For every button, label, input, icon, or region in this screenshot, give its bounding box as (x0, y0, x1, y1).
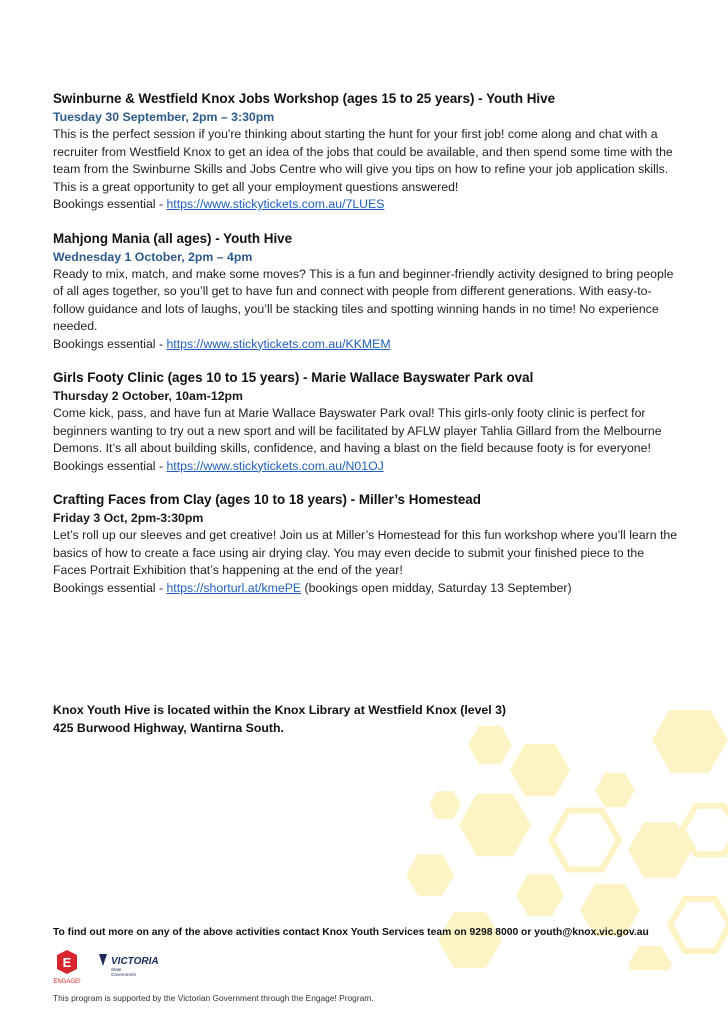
location-info (53, 701, 653, 737)
event-description: Let’s roll up our sleeves and get creative! Join us at Miller’s Homestead for this fun workshop where you’ll learn the basics of how to create a face using air drying clay. You may even decide to submit your finished piece to the Faces Portrait Exhibition that’s happening at the end of the year! (53, 528, 678, 577)
engage-label: ENGAGE! (53, 979, 81, 985)
program-support-note: This program is supported by the Victorian Government through the Engage! Program. (53, 993, 374, 1003)
honeycomb-hexagon (510, 744, 570, 796)
engage-logo (53, 950, 81, 985)
booking-label: Bookings essential - (53, 336, 167, 351)
event-jobs-workshop (53, 90, 678, 214)
event-date: Wednesday 1 October, 2pm – 4pm (53, 249, 253, 264)
honeycomb-hexagon (429, 791, 461, 819)
booking-link[interactable]: https://shorturl.at/kmePE (166, 580, 302, 595)
honeycomb-hexagon (670, 899, 728, 951)
engage-letter: E (62, 955, 72, 970)
honeycomb-hexagon (652, 710, 728, 773)
event-booking (53, 196, 678, 214)
victoria-label: VICTORIA (111, 956, 159, 967)
honeycomb-hexagon (682, 806, 728, 854)
event-footy-clinic (53, 369, 678, 475)
event-description: Ready to mix, match, and make some moves? This is a fun and beginner-friendly activity designed to bring people of all ages together, so you’ll get to have fun and connect with people from different generations. With easy-to-follow guidance and lots of laughs, you’ll be stacking tiles and spotting winning hands in no time! No experience needed. (53, 266, 674, 333)
event-booking (53, 458, 678, 476)
booking-label: Bookings essential - (53, 580, 167, 595)
event-clay-faces (53, 491, 678, 597)
booking-label: Bookings essential - (53, 458, 167, 473)
honeycomb-hexagon (459, 794, 531, 856)
honeycomb-hexagon (438, 912, 502, 967)
event-title: Girls Footy Clinic (ages 10 to 15 years) - Marie Wallace Bayswater Park oval (53, 370, 534, 385)
event-mahjong (53, 230, 678, 354)
location-line-1: Knox Youth Hive is located within the Knox Library at Westfield Knox (level 3) (53, 703, 507, 717)
booking-link[interactable]: https://www.stickytickets.com.au/N01OJ (166, 458, 384, 473)
location-line-2: 425 Burwood Highway, Wantirna South. (53, 721, 284, 735)
event-title: Swinburne & Westfield Knox Jobs Workshop (ages 15 to 25 years) - Youth Hive (53, 91, 556, 106)
booking-label: Bookings essential - (53, 197, 167, 211)
booking-link[interactable]: https://www.stickytickets.com.au/7LUES (166, 197, 385, 211)
events-list (53, 90, 678, 613)
victoria-sub-1: State (111, 967, 122, 972)
booking-suffix: (bookings open midday, Saturday 13 September) (301, 580, 572, 595)
honeycomb-hexagon (516, 874, 564, 916)
event-title: Crafting Faces from Clay (ages 10 to 18 years) - Miller’s Homestead (53, 492, 481, 507)
victoria-state-government-logo (99, 954, 159, 977)
event-date: Friday 3 Oct, 2pm-3:30pm (53, 511, 204, 525)
booking-link[interactable]: https://www.stickytickets.com.au/KKMEM (166, 336, 391, 351)
victoria-sub-2: Government (111, 972, 136, 977)
event-description: This is the perfect session if you're thinking about starting the hunt for your first job! come along and chat with a recruiter from Westfield Knox to get an idea of the jobs that could be available, and then spend some time with the team from the Swinburne Skills and Jobs Centre who will give you tips on how to refine your job application skills. This is a great opportunity to get all your employment questions answered! (53, 127, 673, 194)
honeycomb-hexagon (406, 854, 454, 896)
sponsor-logos (53, 948, 213, 986)
event-date: Tuesday 30 September, 2pm – 3:30pm (53, 110, 275, 124)
honeycomb-hexagon (551, 811, 619, 870)
event-date: Thursday 2 October, 10am-12pm (53, 389, 243, 403)
honeycomb-hexagon (628, 946, 672, 970)
event-title: Mahjong Mania (all ages) - Youth Hive (53, 230, 293, 246)
contact-info: To find out more on any of the above activities contact Knox Youth Services team on 9298 8000 or youth@knox.vic.gov.au (53, 927, 649, 938)
event-booking (53, 336, 678, 354)
event-description: Come kick, pass, and have fun at Marie Wallace Bayswater Park oval! This girls-only footy clinic is perfect for beginners wanting to try out a new sport and will be facilitated by AFLW player Tahlia Gillard from the Melbourne Demons. It’s all about building skills, confidence, and having a blast on the field because footy is for everyone! (53, 406, 662, 455)
event-booking (53, 580, 678, 598)
honeycomb-hexagon (595, 773, 635, 808)
